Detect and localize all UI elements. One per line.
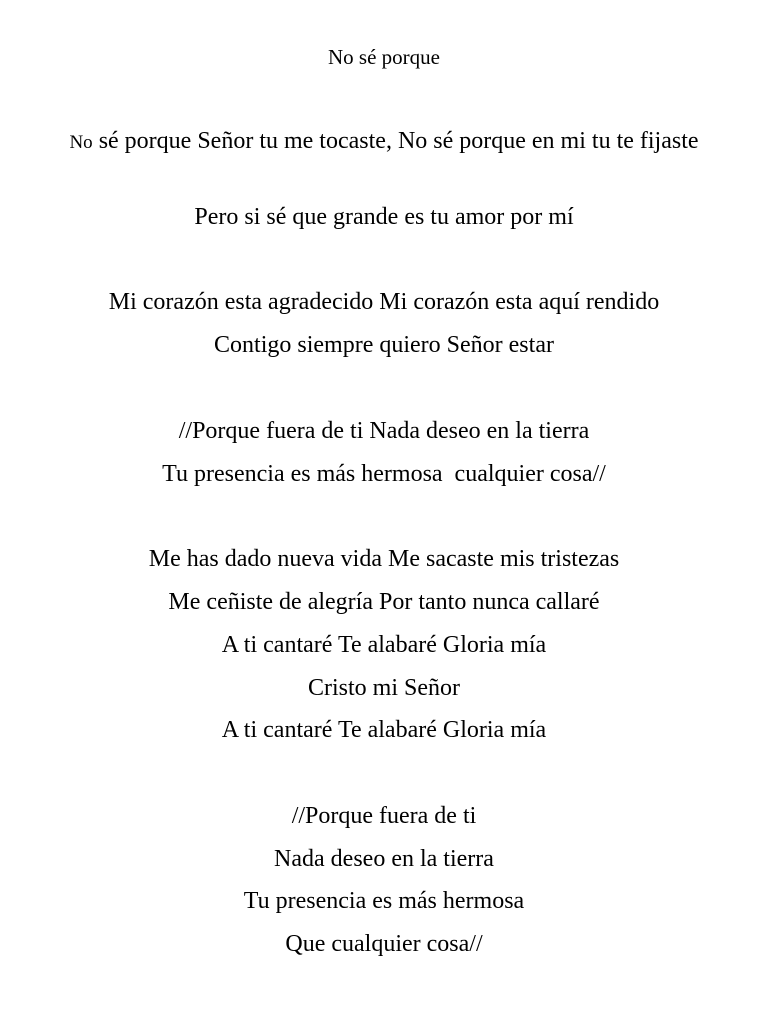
verse3-line1: Me has dado nueva vida Me sacaste mis tristezas: [148, 546, 620, 572]
chorus1-line1: //Porque fuera de ti Nada deseo en la tierra: [178, 418, 590, 444]
verse3-line4: Cristo mi Señor: [307, 675, 460, 701]
verse1-line2: Pero si sé que grande es tu amor por mí: [194, 204, 574, 230]
chorus1-line2: Tu presencia es más hermosa cualquier cosa//: [162, 461, 606, 487]
verse2-line1: Mi corazón esta agradecido Mi corazón esta aquí rendido: [108, 289, 660, 315]
document-title: No sé porque: [328, 45, 440, 69]
verse3-line2: Me ceñiste de alegría Por tanto nunca callaré: [168, 589, 600, 615]
chorus2-line3: Tu presencia es más hermosa: [243, 888, 525, 914]
chorus2-line2: Nada deseo en la tierra: [274, 846, 494, 872]
chorus2-line4: Que cualquier cosa//: [285, 931, 483, 957]
verse3-line3: A ti cantaré Te alabaré Gloria mía: [221, 632, 547, 658]
verse1-line1-rest: sé porque Señor tu me tocaste, No sé porque en mi tu te fijaste: [92, 128, 699, 154]
chorus2-line1: //Porque fuera de ti: [291, 803, 477, 829]
verse2-line2: Contigo siempre quiero Señor estar: [214, 332, 554, 358]
verse3-line5: A ti cantaré Te alabaré Gloria mía: [221, 717, 547, 743]
verse1-line1: [40, 126, 728, 158]
verse1-line1-prefix: No: [69, 132, 93, 153]
